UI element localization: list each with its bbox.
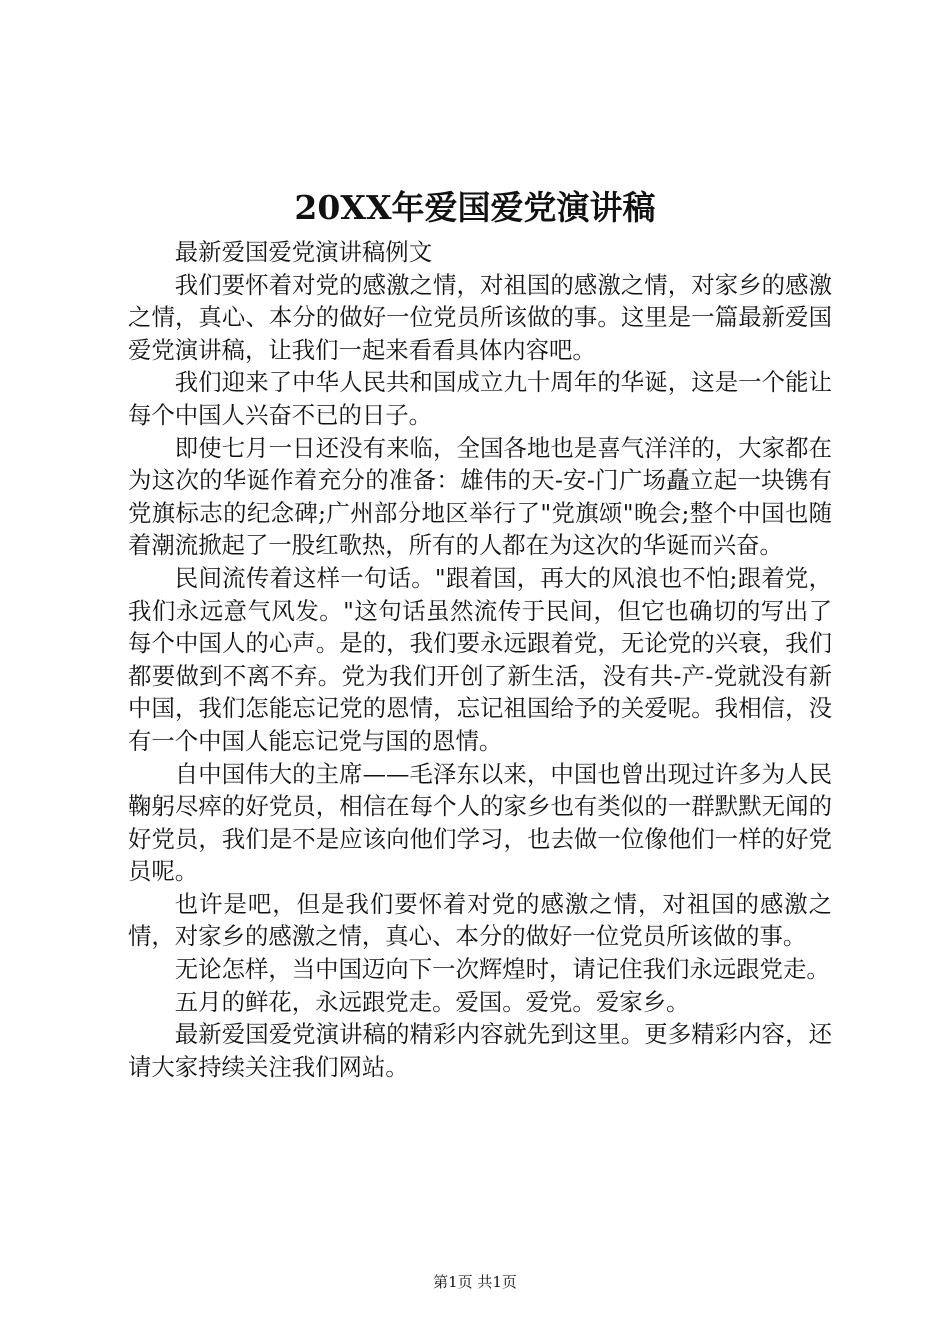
paragraph: 即使七月一日还没有来临，全国各地也是喜气洋洋的，大家都在为这次的华诞作着充分的准备：雄伟的天-安-门广场矗立起一块镌有党旗标志的纪念碑;广州部分地区举行了"党旗颂"晚会;整个中国也随着潮流掀起了一股红歌热，所有的人都在为这次的华诞而兴奋。: [128, 433, 832, 560]
paragraph: 自中国伟大的主席——毛泽东以来，中国也曾出现过许多为人民鞠躬尽瘁的好党员，相信在每个人的家乡也有类似的一群默默无闻的好党员，我们是不是应该向他们学习，也去做一位像他们一样的好党员呢。: [128, 759, 832, 886]
paragraph: 我们要怀着对党的感激之情，对祖国的感激之情，对家乡的感激之情，真心、本分的做好一位党员所该做的事。这里是一篇最新爱国爱党演讲稿，让我们一起来看看具体内容吧。: [128, 270, 832, 364]
paragraph: 最新爱国爱党演讲稿的精彩内容就先到这里。更多精彩内容，还请大家持续关注我们网站。: [128, 1020, 832, 1081]
paragraph: 我们迎来了中华人民共和国成立九十周年的华诞，这是一个能让每个中国人兴奋不已的日子。: [128, 368, 832, 429]
document-body: [128, 236, 832, 1083]
page-footer: 第1页 共1页: [433, 1273, 517, 1291]
paragraph-subtitle: 最新爱国爱党演讲稿例文: [174, 238, 433, 266]
paragraph: 也许是吧，但是我们要怀着对党的感激之情，对祖国的感激之情，对家乡的感激之情，真心、本分的做好一位党员所该做的事。: [128, 889, 832, 951]
paragraph: 无论怎样，当中国迈向下一次辉煌时，请记住我们永远跟党走。: [174, 955, 830, 984]
paragraph: 五月的鲜花，永远跟党走。爱国。爱党。爱家乡。: [174, 987, 690, 1016]
paragraph: 民间流传着这样一句话。"跟着国，再大的风浪也不怕;跟着党，我们永远意气风发。"这句话虽然流传于民间，但它也确切的写出了每个中国人的心声。是的，我们要永远跟着党，无论党的兴衰，我们都要做到不离不弃。党为我们开创了新生活，没有共-产-党就没有新中国，我们怎能忘记党的恩情，忘记祖国给予的关爱呢。我相信，没有一个中国人能忘记党与国的恩情。: [128, 563, 832, 755]
document-title: 20XX年爱国爱党演讲稿: [294, 188, 656, 227]
